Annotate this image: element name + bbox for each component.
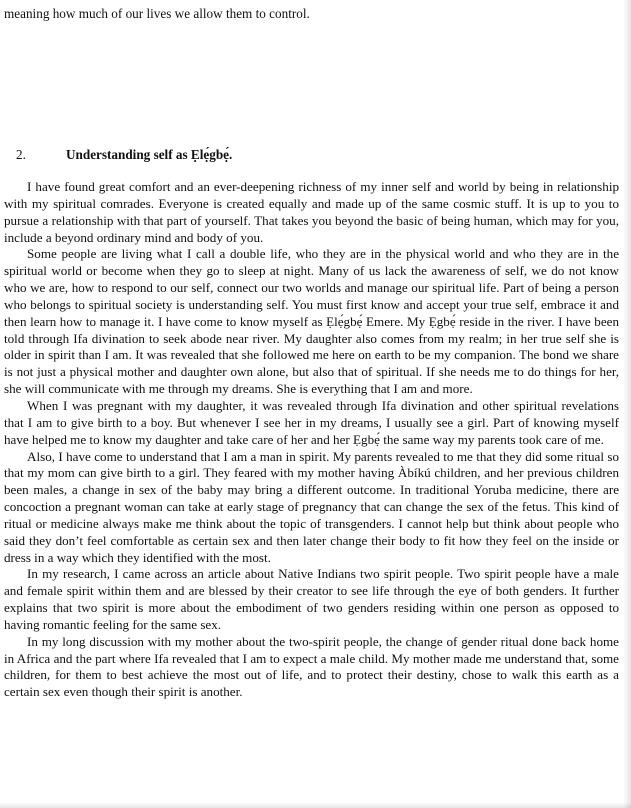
section-number: 2. (16, 147, 26, 162)
page-edge-shadow (623, 0, 631, 808)
paragraph: In my research, I came across an article about Native Indians two spirit people. Two spirit people have a male and female spirit within them and are blessed by their creator to see life through the eye of both genders. It further explains that two spirit is more about the embodiment of two genders residing within one person as opposed to having romantic feeling for the same sex. (4, 566, 619, 632)
section-title: Understanding self as Ẹlẹ́gbẹ́. (66, 147, 233, 162)
paragraph: Some people are living what I call a double life, who they are in the physical world and who they are in the spiritual world or become when they go to sleep at night. Many of us lack the awareness of self, we do not know who we are, how to respond to our self, connect our two worlds and manage our spiritual life. Part of being a person who belongs to spiritual society is understanding self. You must first know and accept your true self, embrace it and then learn how to manage it. I have come to know myself as Ẹlẹ́gbẹ́ Emere. My Ẹgbẹ́ reside in the river. I have been told through Ifa divination to seek abode near river. My daughter also comes from my realm; in her true self she is older in spirit than I am. It was revealed that she followed me here on earth to be my companion. The bond we share is not just a physical mother and daughter own alone, but also that of spiritual. If she needs me to do things for her, she will communicate with me through my dreams. She is everything that I am and more. (4, 246, 619, 397)
paragraph: Also, I have come to understand that I am a man in spirit. My parents revealed to me that they did some ritual so that my mom can give birth to a girl. They feared with my mother having Àbíkú children, and her previous children been males, a change in sex of the baby may bring a different outcome. In traditional Yoruba medicine, there are concoction a pregnant woman can take at early stage of pregnancy that can change the sex of the fetus. This kind of ritual or medicine always make me think about the topic of transgenders. I cannot help but think about people who said they don’t feel comfortable as certain sex and then later change their body to fit how they feel on the inside or dress in a way which they identified with the most. (4, 448, 619, 565)
continuation-line: meaning how much of our lives we allow them to control. (4, 6, 310, 21)
body-text (4, 179, 619, 701)
paragraph: In my long discussion with my mother about the two-spirit people, the change of gender ritual done back home in Africa and the part where Ifa revealed that I am to expect a male child. My mother made me understand that, some children, for them to best achieve the most out of life, and to protect their destiny, chose to walk this earth as a certain sex even though their spirit is another. (4, 633, 619, 700)
page-bottom-shadow (0, 802, 631, 808)
section-heading (16, 146, 232, 163)
paragraph: When I was pregnant with my daughter, it was revealed through Ifa divination and other spiritual revelations that I am to give birth to a boy. But whenever I see her in my dreams, I usually see a girl. Part of knowing myself have helped me to know my daughter and take care of her and her Ẹgbẹ́ the same way my parents took care of me. (4, 397, 619, 447)
paragraph: I have found great comfort and an ever-deepening richness of my inner self and world by being in relationship with my spiritual comrades. Everyone is created equally and made up of the same cosmic stuff. It is up to you to pursue a relationship with that part of yourself. That takes you beyond the basic of being human, which may for you, include a beyond ordinary mind and body of you. (4, 179, 619, 245)
